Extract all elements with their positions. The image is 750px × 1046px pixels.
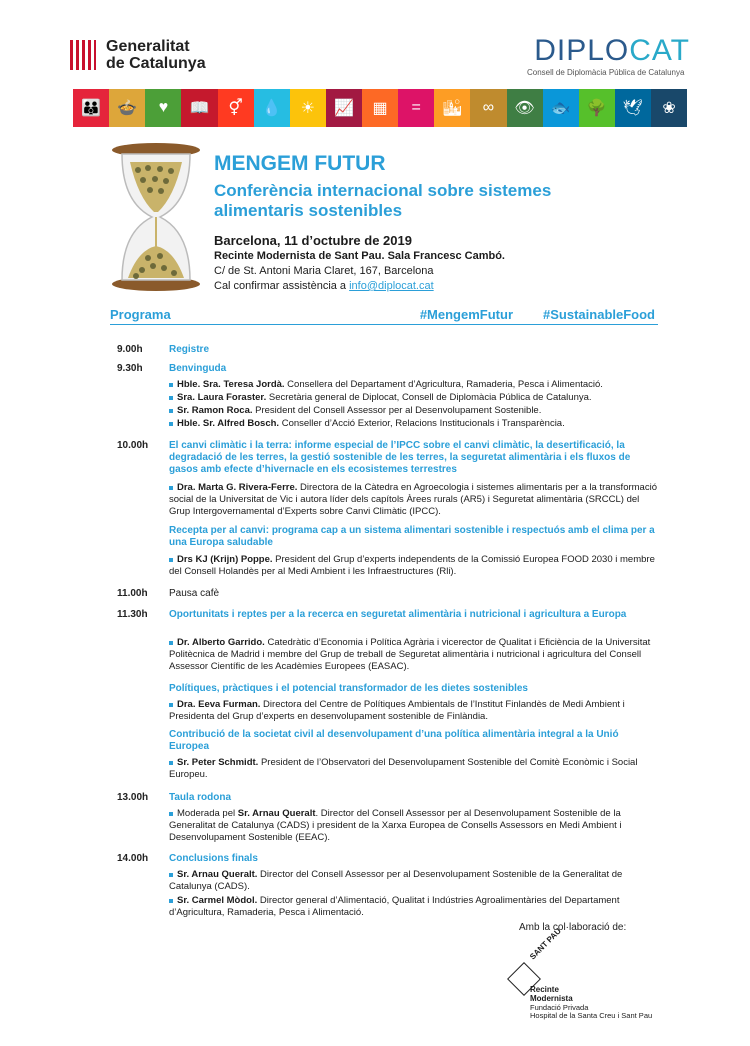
sdg-tile-icon: ♥	[145, 89, 181, 127]
session-recepta: Recepta per al canvi: programa cap a un sistema alimentari sostenible i respectuós amb el clima per a una Europa saludable	[169, 525, 655, 548]
time-11-30: 11.30h	[117, 609, 148, 620]
diplocat-logo-a: DIPLO	[534, 34, 630, 67]
sant-pau-line1: Recinte	[530, 985, 559, 994]
generalitat-line2: de Catalunya	[106, 55, 206, 72]
diplocat-logo	[525, 34, 695, 82]
event-title: MENGEM FUTUR	[214, 152, 386, 175]
sdg-tile-icon: 👁	[507, 89, 543, 127]
sdg-tile-icon: 👪	[73, 89, 109, 127]
sdg-tile-icon: 🏙	[434, 89, 470, 127]
confirm-text: Cal confirmar assistència a	[214, 280, 350, 292]
speaker-item: Dr. Alberto Garrido. Catedràtic d’Economia i Política Agrària i vicerector de Qualitat i Eficiència de la Universitat Politècnica de Madrid i membre del Grup de treball de Seguretat alimentària i nutricional i agricultura del Consell Assessor Científic de les Acadèmies Europees (EASAC).	[169, 637, 657, 673]
email-link[interactable]: info@diplocat.cat	[349, 280, 434, 292]
sant-pau-mark-text: SANT PAU	[528, 926, 563, 962]
sdg-tile-icon: 📖	[181, 89, 217, 127]
event-confirm	[214, 280, 434, 292]
session-benvinguda: Benvinguda	[169, 363, 227, 374]
sant-pau-line3: Fundació Privada	[530, 1003, 589, 1012]
session-registre: Registre	[169, 344, 210, 355]
speaker-item: Sr. Peter Schmidt. President de l’Observatori del Desenvolupament Sostenible del Comitè Econòmic i Social Europeu.	[169, 757, 657, 781]
event-address: C/ de St. Antoni Maria Claret, 167, Barcelona	[214, 265, 434, 277]
programa-header	[110, 307, 658, 325]
sdg-tile-icon: ⚥	[218, 89, 254, 127]
time-13-00: 13.00h	[117, 792, 149, 803]
speaker-item: Hble. Sr. Alfred Bosch. Conseller d’Acció Exterior, Relacions Institucionals i Transparència.	[169, 418, 657, 430]
generalitat-logo	[70, 38, 230, 78]
session-oportunitats: Oportunitats i reptes per a la recerca en seguretat alimentària i nutricional i agricultura a Europa	[169, 609, 627, 620]
sant-pau-line4: Hospital de la Santa Creu i Sant Pau	[530, 1011, 653, 1020]
sdg-tile-icon: 💧	[254, 89, 290, 127]
time-9-30: 9.30h	[117, 363, 143, 374]
session-politiques: Polítiques, pràctiques i el potencial transformador de les dietes sostenibles	[169, 683, 528, 694]
time-11-00: 11.00h	[117, 588, 148, 599]
speaker-item: Moderada pel Sr. Arnau Queralt. Director del Consell Assessor per al Desenvolupament Sostenible de la Generalitat de Catalunya (CADS) i president de la Xarxa Europea de Consells Assessors en Medi Ambient i Desenvolupament Sostenible (EEAC).	[169, 808, 657, 844]
collaboration-label: Amb la col·laboració de:	[519, 922, 627, 933]
speaker-item: Sra. Laura Foraster. Secretària general de Diplocat, Consell de Diplomàcia Pública de Catalunya.	[169, 392, 657, 404]
speaker-item: Sr. Carmel Mòdol. Director general d’Alimentació, Qualitat i Indústries Agroalimentàries del Departament d’Agricultura, Ramaderia, Pesca i Alimentació.	[169, 895, 657, 919]
speaker-item: Sr. Arnau Queralt. Director del Consell Assessor per al Desenvolupament Sostenible de la Generalitat de Catalunya (CADS).	[169, 869, 657, 893]
senyera-icon	[70, 40, 96, 70]
sdg-tile-icon: 🌳	[579, 89, 615, 127]
hourglass-icon	[108, 142, 204, 292]
event-subtitle: Conferència internacional sobre sistemes alimentaris sostenibles	[214, 181, 552, 220]
programa-label: Programa	[110, 307, 171, 322]
event-venue: Recinte Modernista de Sant Pau. Sala Francesc Cambó.	[214, 250, 505, 262]
sdg-tile-icon: 🕊	[615, 89, 651, 127]
sdg-tile-icon: 📈	[326, 89, 362, 127]
time-10-00: 10.00h	[117, 440, 149, 451]
sdg-tile-icon: 🐟	[543, 89, 579, 127]
sdg-tile-icon: ▦	[362, 89, 398, 127]
time-9-00: 9.00h	[117, 344, 143, 355]
time-14-00: 14.00h	[117, 853, 149, 864]
event-date: Barcelona, 11 d’octubre de 2019	[214, 233, 412, 248]
speaker-item: Drs KJ (Krijn) Poppe. President del Grup d’experts independents de la Comissió Europea FOOD 2030 i membre del Consell Holandès per al Medi Ambient i les Infraestructures (Rli).	[169, 554, 657, 578]
speaker-item: Hble. Sra. Teresa Jordà. Consellera del Departament d’Agricultura, Ramaderia, Pesca i Alimentació.	[169, 379, 657, 391]
diplocat-subtitle: Consell de Diplomàcia Pública de Catalunya	[527, 68, 685, 77]
generalitat-line1: Generalitat	[106, 38, 190, 55]
speaker-item: Dra. Eeva Furman. Directora del Centre de Polítiques Ambientals de l’Institut Finlandès de Medi Ambient i Presidenta del Grup d’experts en desenvolupament sostenible de Finlàndia.	[169, 699, 657, 723]
sdg-tile-icon: 🍲	[109, 89, 145, 127]
sant-pau-line2: Modernista	[530, 994, 573, 1003]
session-pausa: Pausa cafè	[169, 588, 220, 599]
hashtag-mengemfutur[interactable]: #MengemFutur	[419, 307, 513, 322]
hashtag-sustainablefood[interactable]: #SustainableFood	[543, 307, 655, 322]
session-conclusions: Conclusions finals	[169, 853, 258, 864]
sdg-tile-icon: ∞	[470, 89, 506, 127]
sdg-icon-band	[73, 89, 687, 127]
speaker-item: Dra. Marta G. Rivera-Ferre. Directora de la Càtedra en Agroecologia i sistemes alimentaris per a la transformació social de la Universitat de Vic i autora líder dels capítols Àrees rurals (AR5) i Seguretat alimentària (SRCCL) del Grup Intergovernamental d’Experts sobre Canvi Climàtic (IPCC).	[169, 482, 657, 517]
session-canvi-climatic: El canvi climàtic i la terra: informe especial de l’IPCC sobre el canvi climàtic, la desertificació, la degradació de les terres, la gestió sostenible de les terres, la seguretat alimentària i els fluxos de gasos amb efecte d’hivernacle en els ecosistemes terrestres	[169, 440, 631, 475]
session-taula-rodona: Taula rodona	[169, 792, 232, 803]
sdg-tile-icon: ☀	[290, 89, 326, 127]
sdg-tile-icon: ❀	[651, 89, 687, 127]
sdg-tile-icon: =	[398, 89, 434, 127]
speaker-item: Sr. Ramon Roca. President del Consell Assessor per al Desenvolupament Sostenible.	[169, 405, 657, 417]
diplocat-logo-b: CAT	[629, 34, 690, 67]
session-contribucio: Contribució de la societat civil al desenvolupament d’una política alimentària integral a la Unió Europea	[169, 729, 619, 752]
